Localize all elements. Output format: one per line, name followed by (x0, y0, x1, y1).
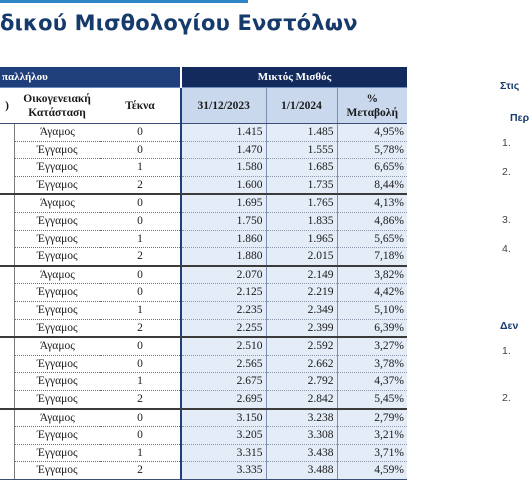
side-heading-1: Στις (500, 80, 520, 92)
table-row (0, 176, 407, 194)
band-gross-salary-label: Μικτός Μισθός (181, 67, 407, 88)
row-cut-cell (0, 409, 14, 427)
cell-children: 0 (100, 141, 181, 159)
cell-marital-status: Έγγαμος (14, 301, 100, 319)
cell-change-percent: 4,13% (337, 194, 407, 212)
cell-children: 0 (100, 284, 181, 302)
table-row (0, 301, 407, 319)
row-cut-cell (0, 159, 14, 177)
cell-salary-2023: 1.600 (181, 176, 266, 194)
cell-children: 2 (100, 390, 181, 408)
table-row (0, 462, 407, 480)
cell-children: 0 (100, 337, 181, 355)
cell-children: 0 (100, 124, 181, 142)
row-cut-cell (0, 355, 14, 373)
cell-children: 1 (100, 373, 181, 391)
cell-salary-2024: 1.485 (266, 124, 337, 142)
cell-marital-status: Έγγαμος (14, 390, 100, 408)
cell-marital-status: Έγγαμος (14, 373, 100, 391)
row-cut-cell (0, 176, 14, 194)
row-cut-cell (0, 373, 14, 391)
cell-change-percent: 7,18% (337, 248, 407, 266)
cell-salary-2024: 2.219 (266, 284, 337, 302)
cell-marital-status: Έγγαμος (14, 212, 100, 230)
band-employee-label: παλλήλου (0, 67, 181, 88)
cell-marital-status: Άγαμος (14, 409, 100, 427)
cell-change-percent: 5,45% (337, 390, 407, 408)
table-row (0, 284, 407, 302)
side-list-number: 3. (502, 214, 511, 226)
table-row (0, 159, 407, 177)
cell-marital-status: Έγγαμος (14, 462, 100, 480)
cell-change-percent: 4,86% (337, 212, 407, 230)
cell-salary-2023: 2.675 (181, 373, 266, 391)
col-header-change (337, 88, 407, 124)
cell-salary-2023: 2.070 (181, 266, 266, 284)
cell-salary-2023: 3.335 (181, 462, 266, 480)
cell-change-percent: 3,71% (337, 444, 407, 462)
cell-marital-status: Άγαμος (14, 337, 100, 355)
salary-table (0, 67, 407, 480)
cell-salary-2024: 2.149 (266, 266, 337, 284)
side-heading-2: Περ (510, 112, 530, 124)
table-row (0, 373, 407, 391)
cell-salary-2023: 2.695 (181, 390, 266, 408)
cell-children: 0 (100, 212, 181, 230)
table-column-header (0, 88, 407, 124)
row-cut-cell (0, 427, 14, 445)
cell-salary-2023: 2.565 (181, 355, 266, 373)
col-header-date1: 31/12/2023 (181, 88, 266, 124)
cell-salary-2024: 1.685 (266, 159, 337, 177)
cell-children: 0 (100, 194, 181, 212)
row-cut-cell (0, 248, 14, 266)
cell-change-percent: 5,10% (337, 301, 407, 319)
row-cut-cell (0, 194, 14, 212)
cell-marital-status: Έγγαμος (14, 444, 100, 462)
cell-salary-2023: 2.235 (181, 301, 266, 319)
table-row (0, 337, 407, 355)
table-row (0, 355, 407, 373)
cell-marital-status: Έγγαμος (14, 248, 100, 266)
table-row (0, 194, 407, 212)
table-row (0, 319, 407, 337)
cell-change-percent: 5,65% (337, 230, 407, 248)
cell-marital-status: Έγγαμος (14, 355, 100, 373)
side-heading-3: Δεν (500, 320, 519, 332)
cell-salary-2023: 1.415 (181, 124, 266, 142)
cell-salary-2024: 2.842 (266, 390, 337, 408)
row-cut-cell (0, 212, 14, 230)
cell-salary-2023: 1.580 (181, 159, 266, 177)
cell-salary-2024: 2.662 (266, 355, 337, 373)
cell-marital-status: Έγγαμος (14, 284, 100, 302)
cell-children: 2 (100, 176, 181, 194)
cell-salary-2023: 3.150 (181, 409, 266, 427)
cell-salary-2024: 2.792 (266, 373, 337, 391)
cell-children: 0 (100, 355, 181, 373)
top-accent-rule (0, 0, 248, 3)
side-list-number: 1. (502, 137, 511, 149)
col-header-cut: ) (0, 88, 14, 124)
cell-children: 0 (100, 427, 181, 445)
table-row (0, 141, 407, 159)
table-row (0, 266, 407, 284)
side-list-number: 2. (502, 392, 511, 404)
cell-salary-2024: 3.238 (266, 409, 337, 427)
cell-children: 0 (100, 409, 181, 427)
row-cut-cell (0, 266, 14, 284)
cell-marital-status: Έγγαμος (14, 176, 100, 194)
cell-children: 0 (100, 266, 181, 284)
cell-salary-2024: 1.735 (266, 176, 337, 194)
table-row (0, 390, 407, 408)
cell-change-percent: 4,95% (337, 124, 407, 142)
cell-marital-status: Έγγαμος (14, 141, 100, 159)
cell-marital-status: Άγαμος (14, 124, 100, 142)
row-cut-cell (0, 284, 14, 302)
cell-change-percent: 4,59% (337, 462, 407, 480)
cell-salary-2024: 3.488 (266, 462, 337, 480)
cell-children: 2 (100, 319, 181, 337)
cell-salary-2023: 1.860 (181, 230, 266, 248)
page-title: δικού Μισθολογίου Ενστόλων (0, 11, 358, 35)
cell-salary-2024: 2.349 (266, 301, 337, 319)
row-cut-cell (0, 230, 14, 248)
cell-marital-status: Άγαμος (14, 266, 100, 284)
table-row (0, 124, 407, 142)
cell-change-percent: 5,78% (337, 141, 407, 159)
table-row (0, 230, 407, 248)
row-cut-cell (0, 390, 14, 408)
cell-salary-2023: 2.510 (181, 337, 266, 355)
cell-children: 1 (100, 230, 181, 248)
cell-change-percent: 4,42% (337, 284, 407, 302)
cell-salary-2023: 1.695 (181, 194, 266, 212)
col-header-status: Οικογενειακή Κατάσταση (14, 88, 100, 124)
row-cut-cell (0, 444, 14, 462)
table-band-header (0, 67, 407, 88)
cell-salary-2023: 3.205 (181, 427, 266, 445)
row-cut-cell (0, 301, 14, 319)
cell-salary-2024: 1.765 (266, 194, 337, 212)
col-header-kids: Τέκνα (100, 88, 181, 124)
cell-marital-status: Άγαμος (14, 194, 100, 212)
cell-salary-2023: 3.315 (181, 444, 266, 462)
side-list-number: 4. (502, 243, 511, 255)
table-row (0, 444, 407, 462)
cell-children: 2 (100, 462, 181, 480)
cell-salary-2024: 1.555 (266, 141, 337, 159)
cell-salary-2024: 3.308 (266, 427, 337, 445)
cell-salary-2024: 1.965 (266, 230, 337, 248)
row-cut-cell (0, 337, 14, 355)
side-list-number: 1. (502, 345, 511, 357)
cell-change-percent: 2,79% (337, 409, 407, 427)
cell-change-percent: 4,37% (337, 373, 407, 391)
cell-change-percent: 3,78% (337, 355, 407, 373)
cell-salary-2023: 2.255 (181, 319, 266, 337)
cell-change-percent: 3,27% (337, 337, 407, 355)
table-row (0, 248, 407, 266)
cell-salary-2024: 2.399 (266, 319, 337, 337)
cell-marital-status: Έγγαμος (14, 159, 100, 177)
table-body (0, 124, 407, 480)
cell-salary-2023: 1.880 (181, 248, 266, 266)
col-header-change-word: Μεταβολή (346, 106, 398, 119)
row-cut-cell (0, 319, 14, 337)
cell-salary-2023: 1.470 (181, 141, 266, 159)
cell-change-percent: 6,39% (337, 319, 407, 337)
cell-marital-status: Έγγαμος (14, 230, 100, 248)
cell-change-percent: 3,82% (337, 266, 407, 284)
cell-salary-2024: 2.592 (266, 337, 337, 355)
cell-salary-2024: 3.438 (266, 444, 337, 462)
cell-salary-2024: 2.015 (266, 248, 337, 266)
table-row (0, 427, 407, 445)
cell-children: 1 (100, 301, 181, 319)
table-row (0, 409, 407, 427)
cell-change-percent: 6,65% (337, 159, 407, 177)
col-header-date2: 1/1/2024 (266, 88, 337, 124)
cell-change-percent: 3,21% (337, 427, 407, 445)
side-list-number: 2. (502, 166, 511, 178)
cell-change-percent: 8,44% (337, 176, 407, 194)
table-row (0, 212, 407, 230)
cell-children: 2 (100, 248, 181, 266)
row-cut-cell (0, 141, 14, 159)
row-cut-cell (0, 124, 14, 142)
cell-salary-2023: 2.125 (181, 284, 266, 302)
cell-marital-status: Έγγαμος (14, 319, 100, 337)
cell-salary-2023: 1.750 (181, 212, 266, 230)
row-cut-cell (0, 462, 14, 480)
col-header-change-sign: % (366, 92, 378, 105)
cell-children: 1 (100, 444, 181, 462)
cell-children: 1 (100, 159, 181, 177)
cell-marital-status: Έγγαμος (14, 427, 100, 445)
cell-salary-2024: 1.835 (266, 212, 337, 230)
